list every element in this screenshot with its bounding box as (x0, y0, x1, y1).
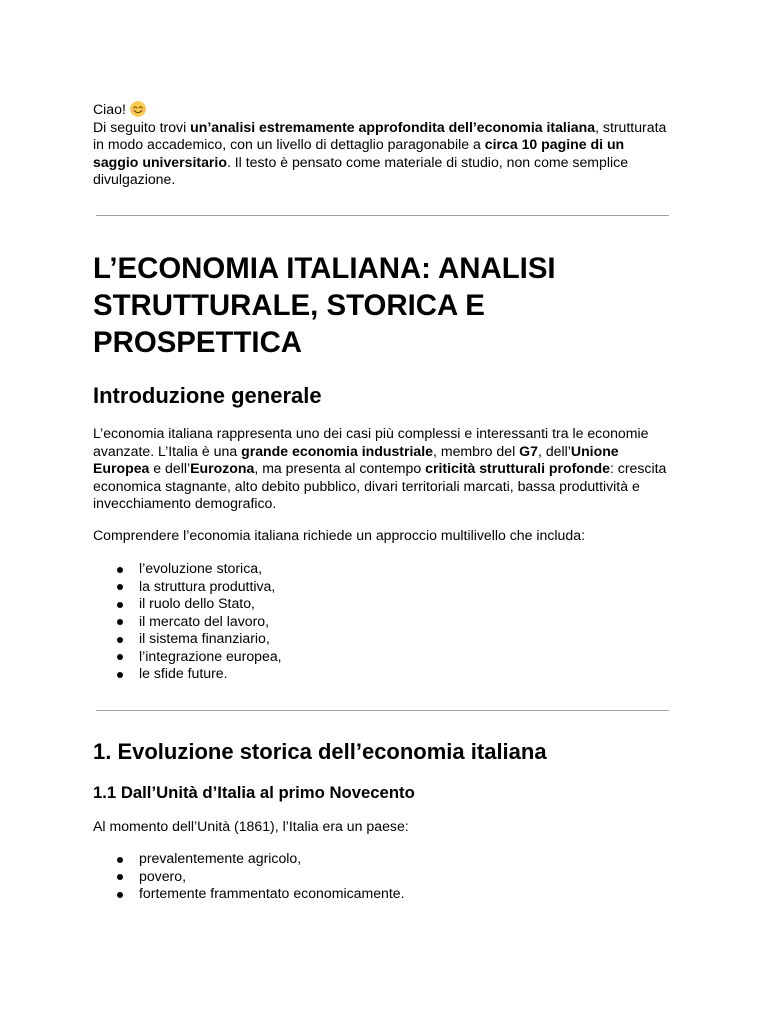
horizontal-rule (96, 215, 669, 216)
emphasized-text: grande economia industriale (241, 442, 433, 459)
bullet-text: l’integrazione europea, (139, 647, 282, 664)
section-heading: Introduzione generale (93, 383, 322, 409)
bullet-text: fortemente frammentato economicamente. (139, 885, 405, 902)
paragraph-line (93, 495, 666, 513)
section-heading: 1. Evoluzione storica dell’economia italiana (93, 739, 547, 765)
paragraph-line (93, 478, 666, 496)
bullet-marker (117, 602, 123, 608)
bullet-marker (117, 857, 123, 863)
bullet-text: prevalentemente agricolo, (139, 850, 302, 867)
emphasized-text: Eurozona (190, 460, 255, 477)
plain-text: e dell’ (149, 460, 191, 477)
bullet-item (93, 630, 282, 648)
emphasized-text: Unione (570, 442, 619, 459)
plain-text: , ma presenta al contempo (254, 460, 426, 477)
plain-text: L’economia italiana rappresenta uno dei casi più complessi e interessanti tra le economie (93, 425, 649, 442)
plain-text: , strutturata (595, 118, 667, 135)
bullet-text: la struttura produttiva, (139, 577, 276, 594)
emphasized-text: Europea (93, 460, 150, 477)
intro-message (93, 101, 666, 189)
paragraph-line: Al momento dell’Unità (1861), l’Italia era un paese: (93, 818, 409, 835)
title-line: PROSPETTICA (93, 325, 303, 359)
paragraph-line: Comprendere l’economia italiana richiede un approccio multilivello che includa: (93, 527, 585, 544)
bullet-marker (117, 654, 123, 660)
intro-paragraph (93, 425, 666, 513)
title-line: STRUTTURALE, STORICA E (93, 288, 485, 322)
bullet-text: l’evoluzione storica, (139, 560, 262, 577)
plain-text: . Il testo è pensato come materiale di studio, non come semplice (226, 153, 629, 170)
plain-text: in modo accademico, con un livello di dettaglio paragonabile a (93, 136, 485, 153)
bullet-item (93, 560, 282, 578)
plain-text: Di seguito trovi (93, 118, 191, 135)
subsection-heading: 1.1 Dall’Unità d’Italia al primo Novecento (93, 783, 415, 803)
paragraph-line (93, 136, 666, 154)
emphasized-text: G7 (519, 442, 538, 459)
lead-in-paragraph (93, 818, 409, 836)
bullet-text: il sistema finanziario, (139, 630, 270, 647)
bullet-text: le sfide future. (139, 665, 228, 682)
bullet-item (93, 850, 405, 868)
bullet-list (93, 560, 282, 683)
plain-text: , dell’ (537, 442, 571, 459)
bullet-marker (117, 874, 123, 880)
bullet-item (93, 648, 282, 666)
emphasized-text: saggio universitario (93, 153, 227, 170)
bullet-item (93, 595, 282, 613)
bullet-item (93, 665, 282, 683)
bullet-marker (117, 637, 123, 643)
paragraph-line (93, 171, 666, 189)
bullet-item (93, 885, 405, 903)
plain-text: avanzate. L’Italia è una (93, 442, 242, 459)
paragraph-line (93, 425, 666, 443)
plain-text: economica stagnante, alto debito pubblico, divari territoriali marcati, bassa produttività e (93, 477, 640, 494)
greeting-text: Ciao! (93, 101, 126, 118)
greeting-line (93, 101, 666, 119)
bullet-text: il mercato del lavoro, (139, 612, 270, 629)
bullet-list (93, 850, 405, 903)
bullet-item (93, 613, 282, 631)
emphasized-text: un’analisi estremamente approfondita dell’economia italiana (190, 118, 596, 135)
plain-text: , membro del (433, 442, 520, 459)
bullet-marker (117, 619, 123, 625)
bullet-marker (117, 672, 123, 678)
bullet-marker (117, 892, 123, 898)
title-line: L’ECONOMIA ITALIANA: ANALISI (93, 251, 556, 285)
bullet-marker (117, 584, 123, 590)
horizontal-rule (96, 710, 669, 711)
document-title (93, 250, 556, 361)
bullet-item (93, 578, 282, 596)
emphasized-text: criticità strutturali profonde (425, 460, 610, 477)
bullet-text: povero, (139, 867, 187, 884)
emphasized-text: circa 10 pagine di un (484, 136, 625, 153)
paragraph-line (93, 460, 666, 478)
plain-text: invecchiamento demografico. (93, 495, 277, 512)
plain-text: divulgazione. (93, 171, 176, 188)
bullet-text: il ruolo dello Stato, (139, 595, 255, 612)
lead-in-paragraph (93, 527, 585, 545)
paragraph-line (93, 154, 666, 172)
bullet-item (93, 868, 405, 886)
paragraph-line (93, 119, 666, 137)
bullet-marker (117, 567, 123, 573)
smiling-face-emoji-icon (130, 101, 146, 117)
plain-text: : crescita (609, 460, 667, 477)
paragraph-line (93, 443, 666, 461)
